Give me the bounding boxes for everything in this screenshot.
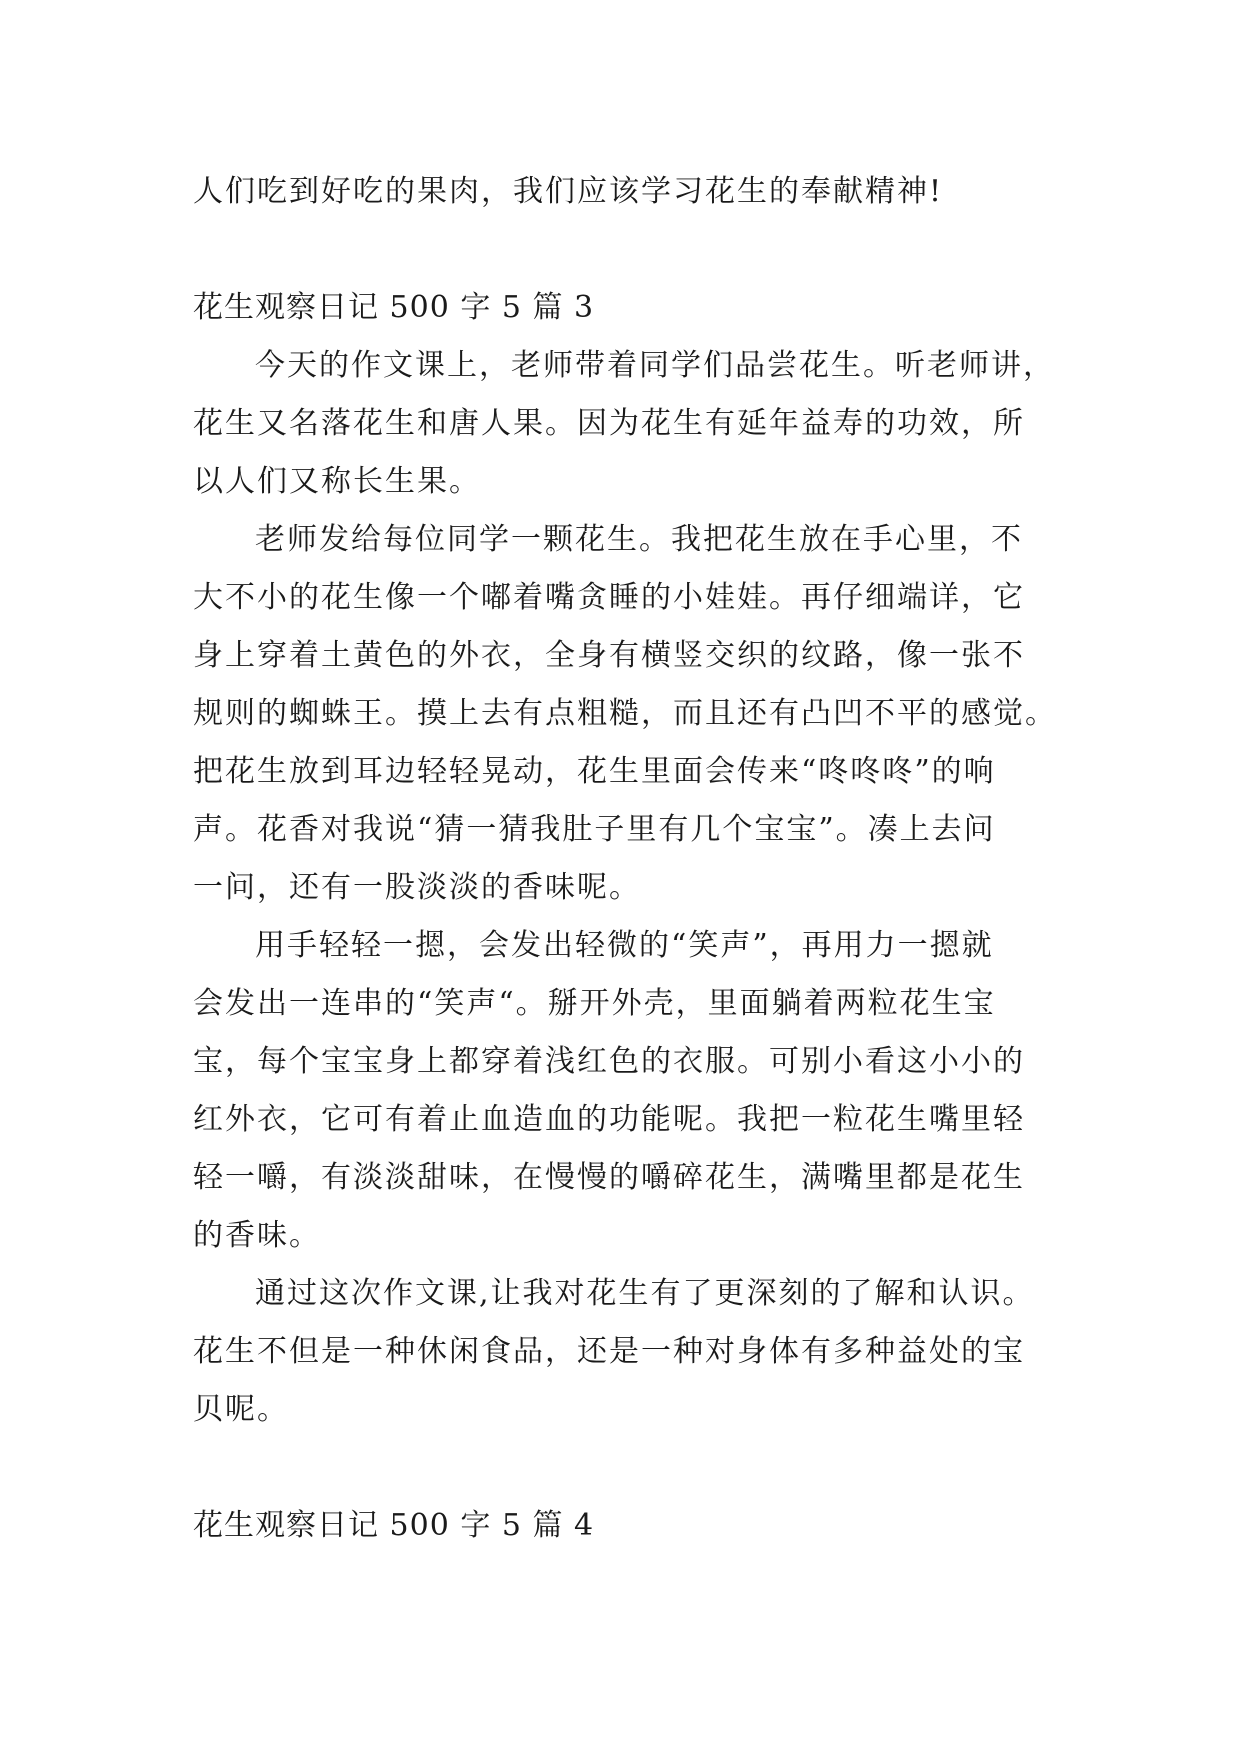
section-3-heading: 花生观察日记 500 字 5 篇 3: [193, 290, 595, 325]
paragraph-line: 声。花香对我说“猜一猜我肚子里有几个宝宝”。凑上去问: [193, 812, 996, 847]
paragraph-line: 红外衣，它可有着止血造血的功能呢。我把一粒花生嘴里轻: [193, 1102, 1025, 1137]
paragraph-line: 花生又名落花生和唐人果。因为花生有延年益寿的功效，所: [193, 406, 1025, 441]
paragraph-2: [193, 511, 1057, 917]
document-body: [193, 163, 1057, 1555]
section-gap: [193, 1439, 1053, 1497]
paragraph-line: 大不小的花生像一个嘟着嘴贪睡的小娃娃。再仔细端详，它: [193, 580, 1025, 615]
paragraph-3: [193, 917, 1053, 1265]
paragraph-line: 会发出一连串的“笑声“。掰开外壳，里面躺着两粒花生宝: [193, 986, 996, 1021]
section-4-heading: 花生观察日记 500 字 5 篇 4: [193, 1508, 595, 1543]
intro-line: 人们吃到好吃的果肉，我们应该学习花生的奉献精神!: [193, 174, 944, 209]
paragraph-line: 的香味。: [193, 1218, 321, 1253]
paragraph-line: 用手轻轻一摁，会发出轻微的“笑声”，再用力一摁就: [255, 928, 994, 963]
paragraph-4: [193, 1265, 1053, 1439]
paragraph-line: 老师发给每位同学一颗花生。我把花生放在手心里，不: [255, 522, 1023, 557]
paragraph-line: 通过这次作文课,让我对花生有了更深刻的了解和认识。: [255, 1276, 1035, 1311]
paragraph-line: 以人们又称长生果。: [193, 464, 481, 499]
paragraph-line: 一问，还有一股淡淡的香味呢。: [193, 870, 641, 905]
paragraph-line: 宝，每个宝宝身上都穿着浅红色的衣服。可别小看这小小的: [193, 1044, 1025, 1079]
paragraph-line: 贝呢。: [193, 1392, 289, 1427]
paragraph-line: 身上穿着土黄色的外衣，全身有横竖交织的纹路，像一张不: [193, 638, 1025, 673]
paragraph-1: [193, 337, 1053, 511]
paragraph-line: 轻一嚼，有淡淡甜味，在慢慢的嚼碎花生，满嘴里都是花生: [193, 1160, 1025, 1195]
section-gap: [193, 221, 1053, 279]
paragraph-line: 今天的作文课上，老师带着同学们品尝花生。听老师讲，: [255, 348, 1055, 383]
paragraph-line: 花生不但是一种休闲食品，还是一种对身体有多种益处的宝: [193, 1334, 1025, 1369]
paragraph-line: 规则的蜘蛛王。摸上去有点粗糙，而且还有凸凹不平的感觉。: [193, 696, 1057, 731]
paragraph-line: 把花生放到耳边轻轻晃动，花生里面会传来“咚咚咚”的响: [193, 754, 996, 789]
